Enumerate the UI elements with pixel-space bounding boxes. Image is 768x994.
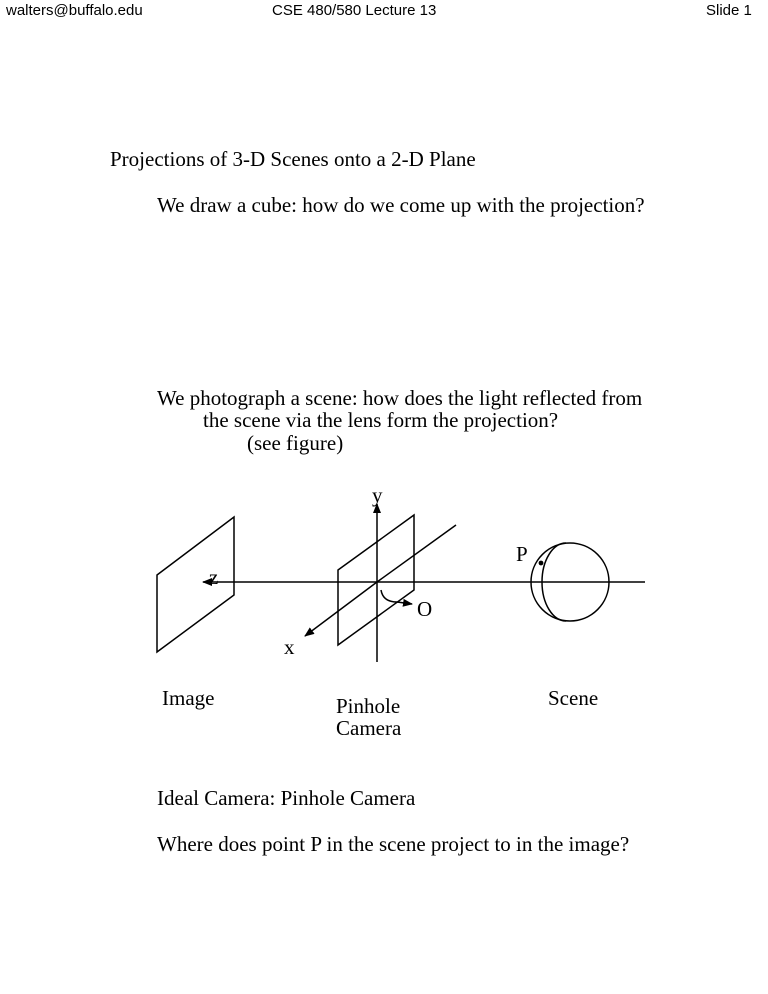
photo-question-line-3: (see figure) [247,431,344,455]
origin-pointer-arrow [381,590,412,604]
point-p-label: P [516,542,528,566]
axis-y-label: y [372,483,383,507]
cube-question: We draw a cube: how do we come up with the projection? [157,193,645,217]
header-course: CSE 480/580 Lecture 13 [272,2,437,19]
origin-label: O [417,597,433,621]
axis-z-label: z [209,565,219,589]
image-label: Image [162,686,215,710]
axis-x-label: x [284,635,295,659]
photo-question-line-2: the scene via the lens form the projection? [203,408,559,432]
ideal-camera-line: Ideal Camera: Pinhole Camera [157,786,416,810]
point-question: Where does point P in the scene project to in the image? [157,832,630,856]
point-p-dot [539,561,544,566]
slide-title: Projections of 3-D Scenes onto a 2-D Plane [110,147,476,171]
camera-plane [338,515,414,645]
x-axis-arrow [305,582,377,636]
scene-label: Scene [548,686,599,710]
header-email: walters@buffalo.edu [6,2,143,19]
pinhole-label-line-1: Pinhole [336,694,401,718]
header-slide-number: Slide 1 [706,2,752,19]
photo-question-line-1: We photograph a scene: how does the light reflected from [157,386,643,410]
pinhole-label-line-2: Camera [336,716,402,740]
image-plane [157,517,234,652]
